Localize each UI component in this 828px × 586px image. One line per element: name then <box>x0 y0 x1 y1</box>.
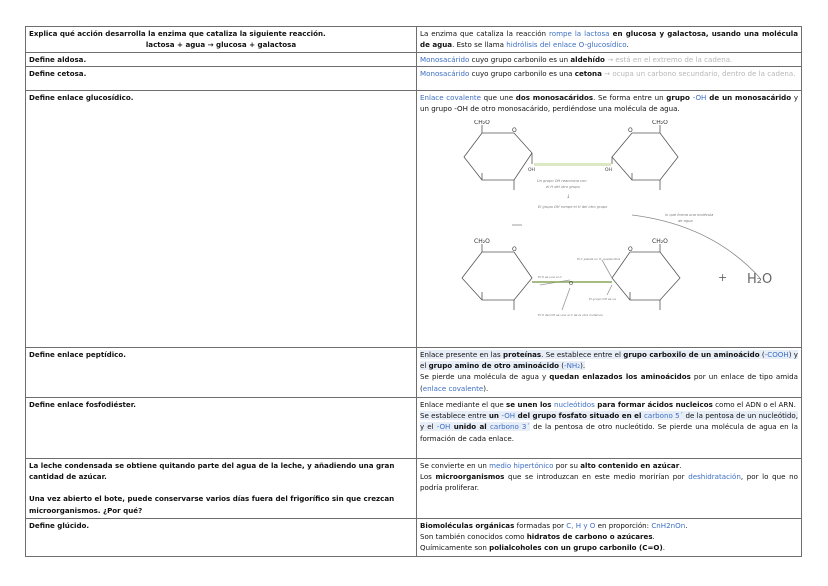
answer-text: . <box>626 40 629 50</box>
answer-highlight: nucleótidos <box>553 399 595 409</box>
answer-highlight: Monosacárido <box>420 68 470 78</box>
answer-cell <box>417 27 802 53</box>
answer-bold: proteínas <box>503 349 542 359</box>
answer-note: → ocupa un carbono secundario, dentro de la cadena. <box>601 68 796 78</box>
answer-highlight: C, H y O <box>566 520 596 530</box>
answer-cell <box>417 458 802 518</box>
answer-text: ) y el <box>420 349 798 371</box>
question-cell: Define glúcido. <box>26 518 417 556</box>
answer-text: de la pentosa de otro nucleótido. Se pierde una molécula de agua en la formación de cada enlace. <box>420 422 798 443</box>
o-label: O <box>628 246 633 254</box>
answer-bold: polialcoholes con un grupo carbonilo (C=O) <box>489 543 663 553</box>
o-label: O <box>512 127 517 135</box>
answer-text: Se establece entre <box>420 411 489 421</box>
ch2o-label: CH₂O <box>474 120 490 127</box>
answer-bold: grupo carboxilo de un aminoácido <box>623 349 760 359</box>
answer-highlight: medio hipertónico <box>489 460 554 470</box>
answer-cell <box>417 66 802 90</box>
answer-highlight: deshidratación <box>688 472 741 482</box>
o-label: O <box>569 281 573 288</box>
answer-text: Los <box>420 472 436 482</box>
table-row <box>26 397 802 458</box>
table-row <box>26 347 802 397</box>
answer-bold: de un monosacárido <box>706 92 792 102</box>
answer-text: de la pentosa de un nucleótido, y el <box>420 411 798 432</box>
question-text: Una vez abierto el bote, puede conservarse varios días fuera del frigorífico sin que crezcan microorganismos. ¿Por qué? <box>29 494 395 515</box>
answer-text: . <box>652 532 655 542</box>
answer-highlight: Enlace covalente <box>420 92 481 102</box>
answer-text: . Se establece entre el <box>541 349 624 359</box>
answer-highlight: rompe la lactosa <box>549 29 610 38</box>
answer-text: ( <box>559 361 565 371</box>
answer-cell <box>417 518 802 556</box>
answer-text: ( <box>759 349 765 359</box>
question-text: La leche condensada se obtiene quitando parte del agua de la leche, y añadiendo una gran cantidad de azúcar. <box>29 460 395 482</box>
answer-cell <box>417 90 802 347</box>
diagram-note: El grupo OH se va <box>589 297 616 302</box>
question-cell: Define aldosa. <box>26 52 417 66</box>
answer-text: ). <box>580 361 586 371</box>
answer-text: ). <box>483 383 489 393</box>
answer-bold: grupo amino de otro aminoácido <box>428 361 560 371</box>
answer-bold: del grupo fosfato situado en el <box>515 411 644 421</box>
answer-text: que une <box>481 92 516 102</box>
question-cell <box>26 27 417 53</box>
answer-text: . <box>679 460 682 470</box>
table-row <box>26 27 802 53</box>
diagram-note: lo que forma una molécula <box>665 213 714 218</box>
plus-sign: + <box>718 271 728 285</box>
question-cell: Define enlace glucosídico. <box>26 90 417 347</box>
answer-highlight: enlace covalente <box>422 383 484 393</box>
answer-text: formadas por <box>514 520 567 530</box>
o-label: O <box>512 246 517 254</box>
answer-bold: hidratos de carbono o azúcares <box>526 532 653 542</box>
diagram-note: Un grupo OH reacciona con <box>537 179 587 184</box>
answer-bold: aldehído <box>570 54 605 64</box>
answer-highlight: hidrólisis del enlace O-glucosídico <box>506 40 627 50</box>
table-row <box>26 66 802 90</box>
hexagon-ring-icon <box>464 133 532 180</box>
diagram-note: El O se une al C <box>538 275 562 280</box>
answer-bold: quedan enlazados los aminoácidos <box>549 372 691 382</box>
table-row <box>26 458 802 518</box>
diagram-note: El C pierde un H, queda libre <box>577 257 621 262</box>
water-label: H₂O <box>747 272 773 288</box>
answer-bold: dos monosacáridos <box>515 92 594 102</box>
hexagon-ring-icon <box>462 252 532 300</box>
question-cell: Define enlace fosfodiéster. <box>26 397 417 458</box>
answer-text: Enlace presente en las <box>420 349 504 359</box>
answer-highlight: carbono 3´ <box>490 422 530 432</box>
answer-bold: alto contenido en azúcar <box>580 460 680 470</box>
answer-text: por su <box>553 460 581 470</box>
table-row <box>26 518 802 556</box>
reaction-text: lactosa + agua → glucosa + galactosa <box>145 40 297 50</box>
answer-text: , por lo que no podría proliferar. <box>420 472 798 493</box>
hexagon-ring-icon <box>612 133 678 180</box>
bond-highlight <box>534 163 611 166</box>
answer-bold: un <box>488 411 502 421</box>
oh-label: OH <box>605 168 612 174</box>
answer-text: en proporción: <box>595 520 652 530</box>
answer-bold: Biomoléculas orgánicas <box>420 520 515 530</box>
ch2o-label: CH₂O <box>652 120 668 127</box>
diagram-note: El grupo OH rompe el H del otro grupo <box>538 205 608 210</box>
question-text: Explica qué acción desarrolla la enzima que cataliza la siguiente reacción. <box>29 29 326 38</box>
answer-highlight: carbono 5´ <box>643 411 684 421</box>
answer-bold: cetona <box>574 68 602 78</box>
diagram-note: de agua <box>678 219 693 224</box>
table-row <box>26 52 802 66</box>
ch2o-label: CH₂O <box>652 238 668 246</box>
answer-text: cuyo grupo carbonilo es una <box>469 68 575 78</box>
question-cell: Define cetosa. <box>26 66 417 90</box>
qa-table <box>25 26 802 557</box>
question-cell: Define enlace peptídico. <box>26 347 417 397</box>
diagram-note: el H del otro grupo <box>546 185 580 190</box>
answer-highlight: CnH2nOn <box>651 520 686 530</box>
answer-highlight: -COOH <box>764 349 789 359</box>
oh-label: OH <box>528 168 535 174</box>
answer-text: por un enlace de tipo amida ( <box>420 372 799 393</box>
answer-cell <box>417 397 802 458</box>
answer-highlight: -OH <box>436 422 451 432</box>
answer-highlight: -NH₂ <box>564 361 581 371</box>
answer-text: La enzima que cataliza la reacción <box>420 29 549 38</box>
answer-bold: microorganismos <box>435 472 505 482</box>
answer-text: Son también conocidos como <box>420 532 527 542</box>
diagram-note: El O del OH se une al C de la otra molécula <box>538 313 603 318</box>
answer-text: . Esto se llama <box>452 40 507 50</box>
answer-text: como el ADN o el ARN. <box>712 399 796 409</box>
arrow-down-icon: ↓ <box>566 194 571 201</box>
hexagon-ring-icon <box>612 252 680 300</box>
answer-text: Químicamente son <box>420 543 490 553</box>
answer-note: → está en el extremo de la cadena. <box>604 54 733 64</box>
answer-text: . <box>662 543 665 553</box>
answer-highlight: -OH <box>692 92 707 102</box>
answer-bold: se unen los <box>506 399 554 409</box>
answer-text: . <box>685 520 688 530</box>
answer-bold: en glucosa y galactosa, usando una molécula de agua <box>420 29 799 50</box>
answer-highlight: -OH <box>501 411 516 421</box>
answer-text: Se pierde una molécula de agua y <box>420 372 550 382</box>
ch2o-label: CH₂O <box>474 238 490 246</box>
answer-cell <box>417 347 802 397</box>
answer-bold: para formar ácidos nucleicos <box>594 399 713 409</box>
answer-cell <box>417 52 802 66</box>
answer-highlight: Monosacárido <box>420 54 470 64</box>
answer-text: . Se forma entre un <box>593 92 667 102</box>
answer-text: que se introduzcan en este medio morirían por <box>504 472 689 482</box>
question-cell <box>26 458 417 518</box>
answer-text: y un grupo -OH de otro monosacárido, perdiéndose una molécula de agua. <box>420 92 799 114</box>
answer-text: cuyo grupo carbonilo es un <box>469 54 571 64</box>
glycosidic-bond-diagram <box>442 120 802 338</box>
answer-text: Enlace mediante el que <box>420 399 507 409</box>
answer-text: Se convierte en un <box>420 460 490 470</box>
answer-bold: unido al <box>450 422 490 432</box>
o-label: O <box>628 127 633 135</box>
table-row <box>26 90 802 347</box>
answer-bold: grupo <box>666 92 693 102</box>
